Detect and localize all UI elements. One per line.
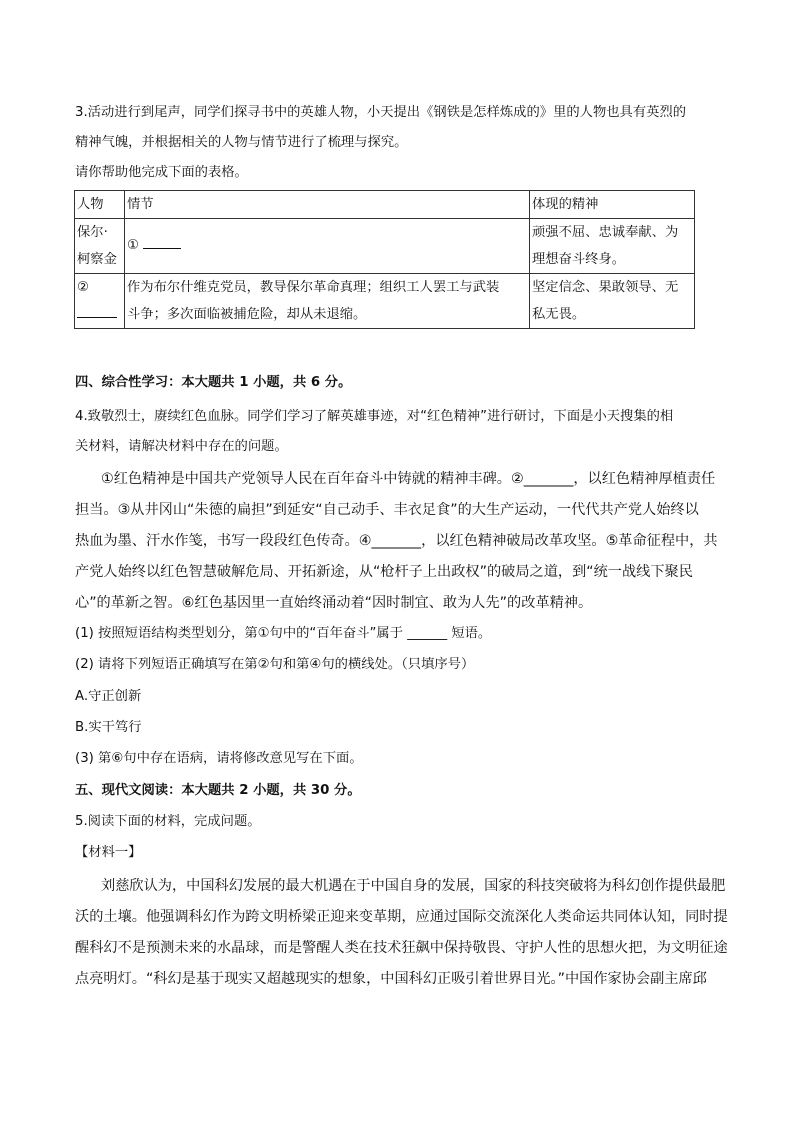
plot-line-1: 作为布尔什维克党员，教导保尔革命真理；组织工人罢工与武装 bbox=[127, 280, 500, 295]
q4-sub-question-2: (2) 请将下列短语正确填写在第②句和第④句的横线处。（只填序号） bbox=[75, 657, 475, 672]
q5-intro: 5.阅读下面的材料，完成问题。 bbox=[75, 814, 261, 829]
answer-blank[interactable] bbox=[77, 303, 117, 318]
blank-number: ① bbox=[127, 238, 139, 253]
q4-para-line: 热血为墨、汗水作笺，书写一段段红色传奇。④_______，以红色精神破局改革攻坚。⑤革命征程中，共 bbox=[75, 533, 718, 549]
q4-para-line: 担当。③从井冈山“朱德的扁担”到延安“自己动手、丰衣足食”的大生产运动，一代代共产党人始终以 bbox=[75, 502, 699, 518]
plot-line-2: 斗争；多次面临被捕危险，却从未退缩。 bbox=[127, 307, 367, 322]
q3-instruction: 请你帮助他完成下面的表格。 bbox=[75, 165, 248, 180]
option-b: B.实干笃行 bbox=[75, 720, 142, 735]
table-row bbox=[75, 219, 695, 274]
cell-spirit bbox=[530, 219, 695, 274]
cell-spirit bbox=[530, 274, 695, 329]
cell-person bbox=[75, 219, 125, 274]
cell-person-blank bbox=[75, 274, 125, 329]
q5-para-line: 醒科幻不是预测未来的水晶球，而是警醒人类在技术狂飙中保持敬畏、守护人性的思想火把，为文明征途 bbox=[75, 940, 728, 956]
blank-number: ② bbox=[77, 280, 89, 295]
header-plot: 情节 bbox=[125, 191, 530, 219]
table-row bbox=[75, 274, 695, 329]
header-person: 人物 bbox=[75, 191, 125, 219]
q5-para-line: 沃的土壤。他强调科幻作为跨文明桥梁正迎来变革期，应通过国际交流深化人类命运共同体认知，同时提 bbox=[75, 909, 728, 925]
material-label: 【材料一】 bbox=[75, 845, 142, 860]
person-name-line-1: 保尔· bbox=[77, 225, 108, 240]
q4-sub-question-1: (1) 按照短语结构类型划分，第①句中的“百年奋斗”属于 ______ 短语。 bbox=[75, 626, 492, 641]
spirit-line-1: 坚定信念、果敢领导、无 bbox=[532, 280, 679, 295]
section-5-heading: 五、现代文阅读：本大题共 2 小题，共 30 分。 bbox=[75, 783, 361, 798]
q5-para-line: 点亮明灯。“科幻是基于现实又超越现实的想象，中国科幻正吸引着世界目光。”中国作家协会副主席邱 bbox=[75, 971, 707, 987]
q5-para-line: 刘慈欣认为，中国科幻发展的最大机遇在于中国自身的发展，国家的科技突破将为科幻创作提供最肥 bbox=[101, 878, 726, 894]
q4-para-line: 产党人始终以红色智慧破解危局、开拓新途，从“枪杆子上出政权”的破局之道，到“统一战线下聚民 bbox=[75, 564, 693, 580]
spirit-line-1: 顽强不屈、忠诚奉献、为 bbox=[532, 225, 679, 240]
cell-plot-blank bbox=[125, 219, 530, 274]
spirit-line-2: 私无畏。 bbox=[532, 307, 586, 322]
q3-line-2: 精神气魄，并根据相关的人物与情节进行了梳理与探究。 bbox=[75, 135, 408, 150]
q4-para-line: ①红色精神是中国共产党领导人民在百年奋斗中铸就的精神丰碑。②_______，以红色精神厚植责任 bbox=[101, 471, 716, 487]
q3-line-1: 3.活动进行到尾声，同学们探寻书中的英雄人物，小天提出《钢铁是怎样炼成的》里的人物也具有英烈的 bbox=[75, 105, 687, 120]
character-table bbox=[74, 190, 695, 329]
spirit-line-2: 理想奋斗终身。 bbox=[532, 252, 626, 267]
cell-plot bbox=[125, 274, 530, 329]
person-name-line-2: 柯察金 bbox=[77, 252, 117, 267]
q4-intro-2: 关材料，请解决材料中存在的问题。 bbox=[75, 439, 288, 454]
answer-blank[interactable] bbox=[143, 234, 181, 249]
q4-para-line: 心”的革新之智。⑥红色基因里一直始终涌动着“因时制宜、敢为人先”的改革精神。 bbox=[75, 595, 593, 611]
q4-sub-question-3: (3) 第⑥句中存在语病，请将修改意见写在下面。 bbox=[75, 751, 363, 766]
q4-intro-1: 4.致敬烈士，赓续红色血脉。同学们学习了解英雄事迹，对“红色精神”进行研讨，下面是小天搜集的相 bbox=[75, 409, 674, 424]
option-a: A.守正创新 bbox=[75, 689, 142, 704]
header-spirit: 体现的精神 bbox=[530, 191, 695, 219]
section-4-heading: 四、综合性学习：本大题共 1 小题，共 6 分。 bbox=[75, 375, 352, 390]
table-header-row bbox=[75, 191, 695, 219]
